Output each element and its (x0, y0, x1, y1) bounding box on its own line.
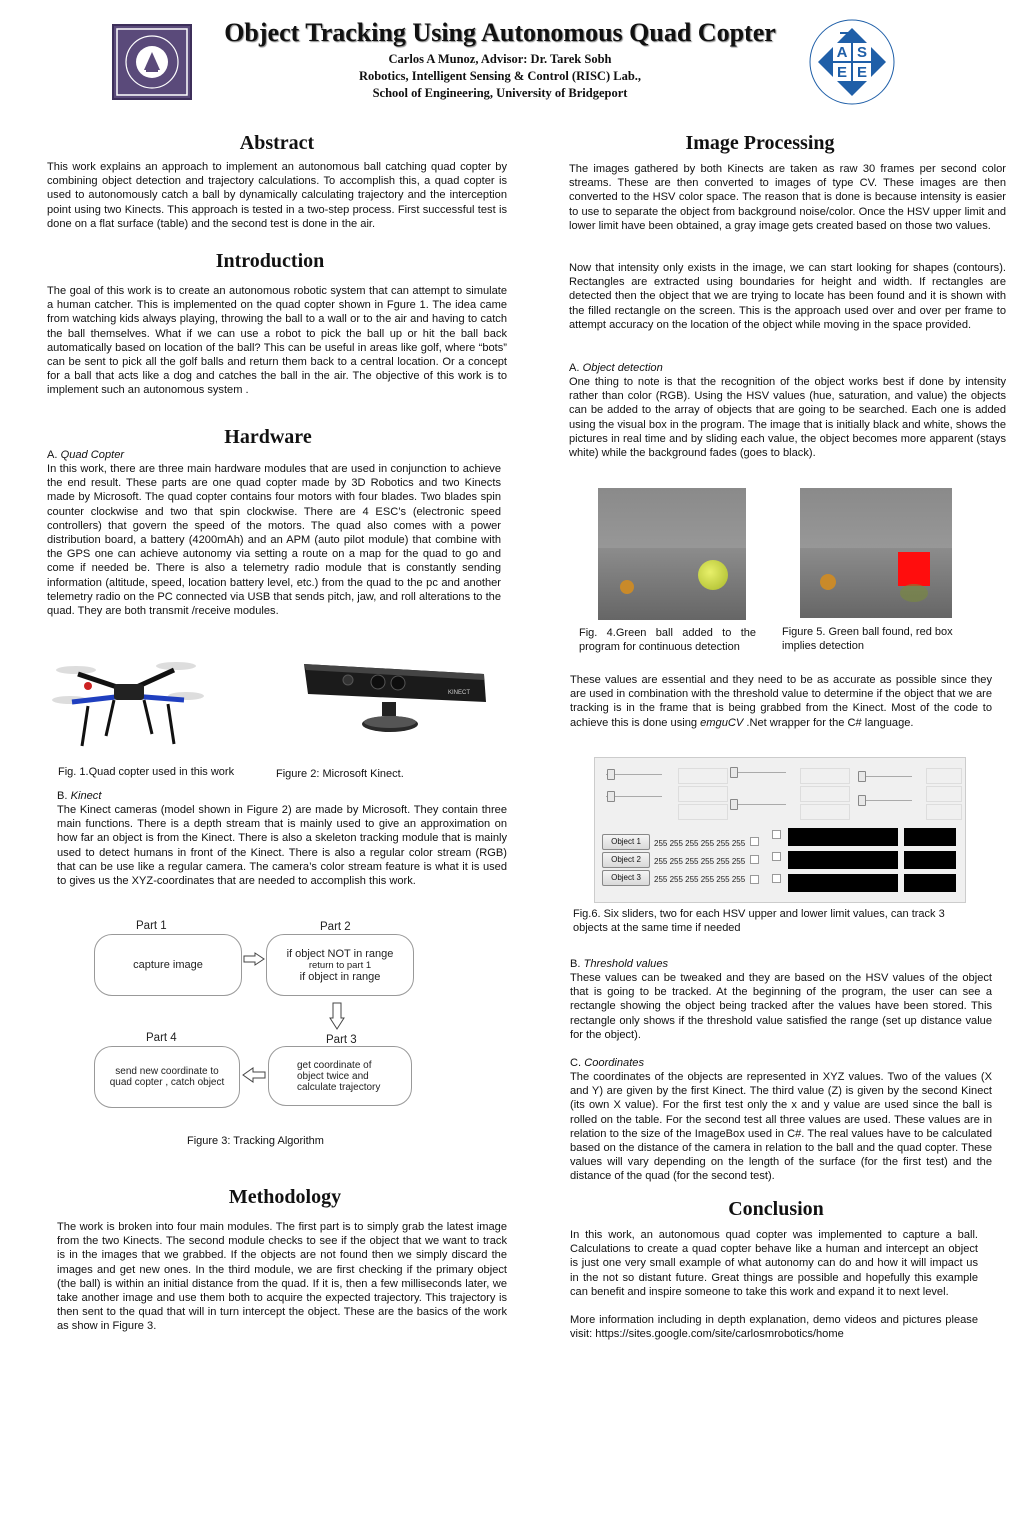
object-1-preview-2 (904, 828, 956, 846)
value-box[interactable] (800, 768, 850, 784)
value-box[interactable] (678, 768, 728, 784)
object-1-button[interactable]: Object 1 (602, 834, 650, 850)
object-1-preview (788, 828, 898, 846)
flow-part4-label: Part 4 (146, 1032, 177, 1044)
methodology-heading: Methodology (228, 1186, 342, 1208)
object-3-preview (788, 874, 898, 892)
hardware-b-text: The Kinect cameras (model shown in Figure 2) are made by Microsoft. They contain three main functions. There is a depth stream that is mainly used to give an approximation on how far an object is from the Kinect. There is also a skeleton tracking module that is mainly used to detect humans in front of the Kinect. There is also a regular color stream (RGB) that can be use like a regular camera. The camera’s color stream feature is what it is used to gives us the XYZ-coordinates that are needed to accomplish this work. (57, 804, 507, 888)
quadcopter-image (48, 646, 208, 752)
fig5-caption: Figure 5. Green ball found, red box implies detection (782, 626, 953, 652)
coordinates-subheading (570, 1056, 644, 1070)
slider-knob[interactable] (858, 771, 866, 782)
flow-box-trajectory (268, 1046, 412, 1106)
fig6-caption: Fig.6. Six sliders, two for each HSV upper and lower limit values, can track 3 objects at the same time if needed (573, 908, 945, 934)
object-2-checkbox[interactable] (750, 855, 759, 864)
value-box[interactable] (926, 768, 962, 784)
conclusion-text: In this work, an autonomous quad copter was implemented to capture a ball. Calculations to create a quad copter behave like a human and intercept an object is just one very small example of what autonomy can do and how it will impact us in the not so distant future. Great things are possible and hopefully this example can benefit and inspire someone to take this work and expand it to next level. (570, 1229, 978, 1298)
fig4-image (598, 488, 746, 620)
threshold-text: These values can be tweaked and they are based on the HSV values of the object that is going to be tracked. At the beginning of the program, the user can see a rectangle showing the object being tracked after the values have been stored. This rectangle only shows if the threshold value satisfied the range (set up distance value for the object). (570, 972, 992, 1041)
flow-box-capture-text: capture image (133, 959, 203, 971)
flow-part2-label: Part 2 (320, 921, 351, 933)
object-3-button[interactable]: Object 3 (602, 870, 650, 886)
object-2-button[interactable]: Object 2 (602, 852, 650, 868)
slider-track[interactable] (858, 776, 912, 777)
flow-box-send-line1: send new coordinate to (115, 1066, 219, 1077)
coordinates-title: Coordinates (584, 1057, 645, 1069)
coordinates-label: C. (570, 1057, 585, 1069)
object-detection-title: Object detection (582, 362, 663, 374)
fig4-caption: Fig. 4.Green ball added to the program for continuous detection (579, 627, 756, 653)
threshold-title: Threshold values (583, 958, 669, 970)
flow-box-check-line3: if object in range (299, 970, 381, 983)
flow-box-check-line1: if object NOT in range (286, 947, 394, 960)
flow-box-trajectory-line1: get coordinate of (297, 1059, 372, 1071)
object-3-checkbox[interactable] (750, 875, 759, 884)
asee-letter-e2: E (856, 64, 868, 81)
slider-knob[interactable] (607, 791, 615, 802)
slider-knob[interactable] (730, 799, 738, 810)
conclusion-more: More information including in depth explanation, demo videos and pictures please visit: https://sites.google.com/site/carlosmrobotics/home (570, 1314, 978, 1341)
fig1-caption: Fig. 1.Quad copter used in this work (58, 766, 235, 778)
slider-knob[interactable] (730, 767, 738, 778)
flow-box-check-line2: return to part 1 (308, 959, 372, 971)
asee-letter-s: S (856, 44, 868, 61)
object-1-values: 255 255 255 255 255 255 (654, 839, 746, 848)
hardware-b-title: Kinect (70, 790, 102, 802)
authors: Carlos A Munoz, Advisor: Dr. Tarek Sobh (388, 52, 612, 66)
kinect-brand-label: KINECT (448, 690, 471, 696)
hardware-heading: Hardware (224, 426, 312, 448)
value-box[interactable] (678, 786, 728, 802)
hardware-b-label: B. (57, 790, 71, 802)
object-2-preview (788, 851, 898, 869)
p3-em: emguCV (700, 716, 744, 729)
hardware-a-title: Quad Copter (60, 449, 125, 461)
introduction-text: The goal of this work is to create an autonomous robotic system that can attempt to simulate a human catcher. This is implemented on the quad copter shown in Fgure 1. The idea came from watching kids always playing, throwing the ball to a wall or to the air and having to catch the ball themselves. What if we can use a robot to pick the ball up or hit the ball back automatically based on location of the ball? This can be useful in areas like golf, where “bots” can be sent to pick all the golf balls and return them back to a central location. Or a concept for a ball that acts like a dog and catches the ball in the air. The objective of this work is to implement such an autonomous system . (47, 285, 507, 397)
slider-track[interactable] (730, 772, 786, 773)
slider-track[interactable] (858, 800, 912, 801)
asee-logo (808, 18, 896, 106)
image-processing-p3 (570, 673, 992, 730)
coordinates-text: The coordinates of the objects are represented in XYZ values. Two of the values (X and Y) are given by the first Kinect. The third value (Z) is given by the second Kinect (its own X value). For the first test only the x and y value are used since the ball is rolled on the table. For the second test all three values are used. These values are in relation to the size of the ImageBox used in C#. The real values have to be calculated based on the distance of the camera in relation to the ball and the quad copter. These values will vary depending on the length of the surface (for the first test) and the distance of the quad (for the second test). (570, 1071, 992, 1183)
flow-box-send-line2: quad copter , catch object (109, 1077, 225, 1088)
flow-box-check (266, 934, 414, 996)
flow-box-trajectory-line2: object twice and (297, 1070, 369, 1082)
value-box[interactable] (926, 804, 962, 820)
flow-arrow-down (329, 1002, 345, 1030)
flow-part3-label: Part 3 (326, 1034, 357, 1046)
value-box[interactable] (800, 804, 850, 820)
hardware-a-subheading (47, 448, 124, 462)
object-1-checkbox-2[interactable] (772, 830, 781, 839)
fig5-image (800, 488, 952, 618)
flow-arrow-back (242, 1067, 266, 1083)
asee-letter-a: A (836, 44, 848, 61)
kinect-image (298, 648, 494, 740)
image-processing-heading: Image Processing (685, 132, 835, 154)
hardware-a-text: In this work, there are three main hardware modules that are used in conjunction to achieve the end result. These parts are one quad copter made by 3D Robotics and two Kinects made by Microsoft. The quad copter contains four motors with four blades. Two blades spin counter clockwise and two that spin clockwise. There are 4 ESC’s (electronic speed controllers) that govern the speed of the motors. The quad also comes with a power distribution board, a battery (4200mAh) and an APM (auto pilot module) that combine with the GPS one can achieve autonomy via setting a route on a map for the quad to go and come if needed be. There is also a telemetry radio module that is constantly sending information (altitude, speed, location battery level, etc.) from the quad to the pc and another telemetry radio on the PC connected via USB that sends pitch, jaw, and roll alterations to the quad. They are both transmit /receive modules. (47, 463, 501, 618)
fig3-caption: Figure 3: Tracking Algorithm (187, 1135, 324, 1147)
flow-arrow-left (243, 952, 265, 966)
poster-title: Object Tracking Using Autonomous Quad Copter (224, 18, 776, 47)
value-box[interactable] (678, 804, 728, 820)
introduction-heading: Introduction (215, 250, 325, 272)
object-3-values: 255 255 255 255 255 255 (654, 875, 746, 884)
object-detection-label: A. (569, 362, 583, 374)
hardware-a-label: A. (47, 449, 61, 461)
flow-box-capture (94, 934, 242, 996)
p3-post: .Net wrapper for the C# language. (743, 716, 914, 729)
object-3-checkbox-2[interactable] (772, 874, 781, 883)
methodology-text: The work is broken into four main modules. The first part is to simply grab the latest image from the two Kinects. The second module checks to see if the object that we want to track is in the images that we grabbed. If the objects are not found then we simply discard the images and get new ones. In the third module, we are first checking if the primary object (the ball) is within an initial distance from the quad. If it is, then a few milliseconds later, we take another image and use them both to acquire the expected trajectory. This trajectory is then sent to the quad that will in turn intercept the object. These are the basics of the work as show in Figure 3. (57, 1221, 507, 1333)
slider-knob[interactable] (858, 795, 866, 806)
object-2-checkbox-2[interactable] (772, 852, 781, 861)
object-1-checkbox[interactable] (750, 837, 759, 846)
value-box[interactable] (926, 786, 962, 802)
asee-letter-e1: E (836, 64, 848, 81)
image-processing-p1: The images gathered by both Kinects are taken as raw 30 frames per second color streams. These are then converted to images of type CV. These images are then converted to the HSV color space. The reason that is done is because intensity is easier to use to separate the object from background noise/color. Once the HSV upper limit and lower limit have been obtained, a gray image gets created based on those two values. (569, 163, 1006, 232)
image-processing-p2: Now that intensity only exists in the image, we can start looking for shapes (contours). Rectangles are extracted using boundaries for height and width. If rectangles are detected then the object that we are trying to locate has been found and it is shown with the filled rectangle on the screen. This is the approach used over and over per frame to attempt accuracy on the location of the object while moving in the space provided. (569, 262, 1006, 331)
flow-part1-label: Part 1 (136, 920, 167, 932)
object-2-values: 255 255 255 255 255 255 (654, 857, 746, 866)
threshold-subheading (570, 957, 668, 971)
slider-knob[interactable] (607, 769, 615, 780)
object-3-preview-2 (904, 874, 956, 892)
p3-pre: These values are essential and they need to be as accurate as possible since they are used in combination with the threshold value to determine if the object that we are tracking is in the frame that is being grabbed from the Kinect. Most of the code to achieve this is done using (570, 674, 992, 729)
object-2-preview-2 (904, 851, 956, 869)
slider-track[interactable] (730, 804, 786, 805)
school-name: School of Engineering, University of Bridgeport (372, 86, 628, 100)
flow-box-send (94, 1046, 240, 1108)
flow-box-trajectory-line3: calculate trajectory (297, 1081, 381, 1093)
fig2-caption: Figure 2: Microsoft Kinect. (276, 768, 404, 780)
lab-name: Robotics, Intelligent Sensing & Control (RISC) Lab., (358, 69, 642, 83)
object-detection-subheading (569, 361, 663, 375)
abstract-heading: Abstract (239, 132, 315, 154)
hardware-b-subheading (57, 789, 101, 803)
threshold-label: B. (570, 958, 584, 970)
abstract-text: This work explains an approach to implement an autonomous ball catching quad copter by combining object detection and trajectory calculations. To accomplish this, a quad copter is used to autonomously catch a ball by dynamically calculating trajectory and the interception point using two Kinects. This approach is tested in a two-step process. First successful test is done on a flat surface (table) and the second test is done in the air. (47, 161, 507, 230)
conclusion-heading: Conclusion (728, 1198, 824, 1220)
value-box[interactable] (800, 786, 850, 802)
object-detection-text: One thing to note is that the recognition of the object works best if done by intensity rather than color (RGB). Using the HSV values (hue, saturation, and value) the objects can be added to the array of objects that are going to be searched. Each one is added using the visual box in the program. The image that is initially black and white, shows the pictures in real time and by sliding each value, the object becomes more apparent (stays white) while the background fades (goes to black). (569, 376, 1006, 460)
